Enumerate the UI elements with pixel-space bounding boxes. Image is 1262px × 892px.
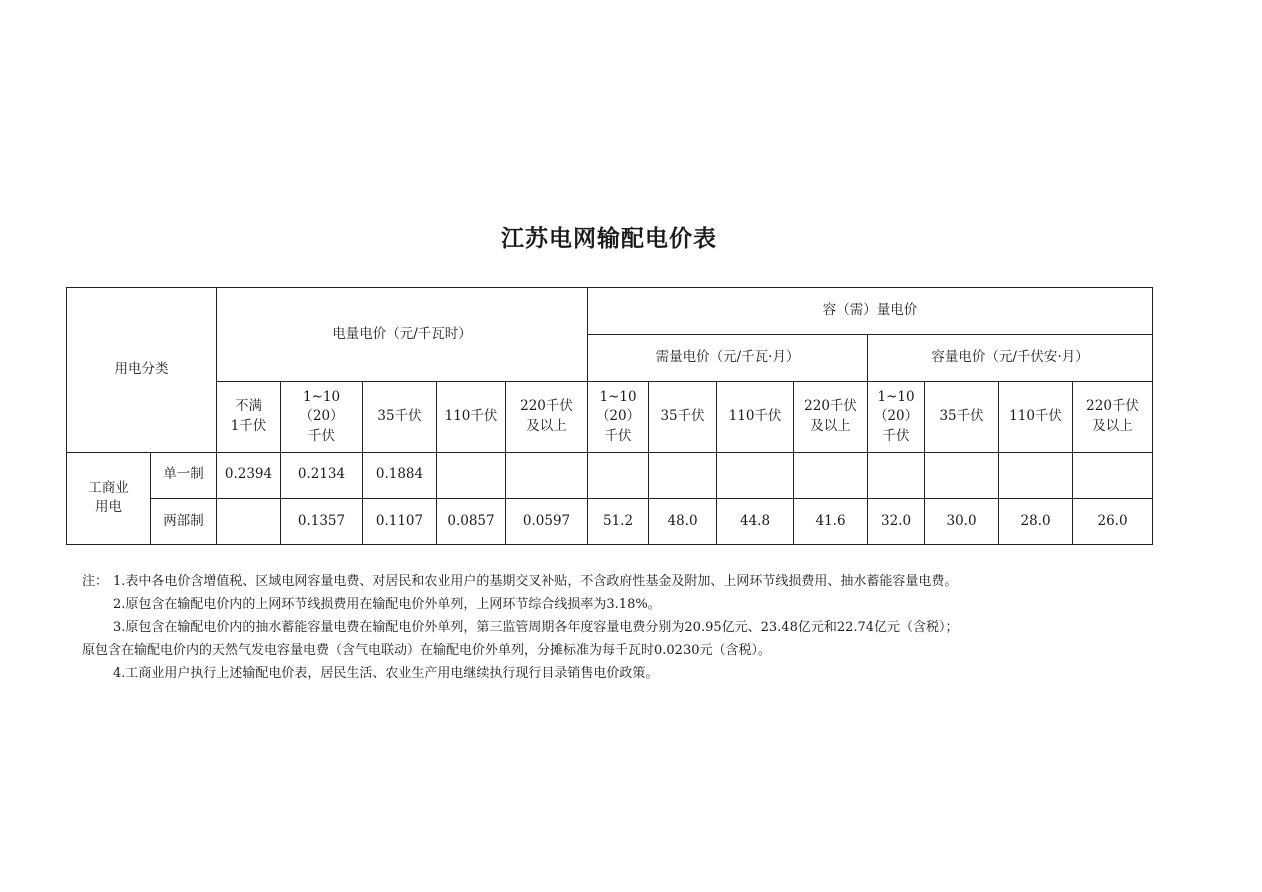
table-row	[67, 498, 1153, 544]
category-header: 用电分类	[67, 288, 217, 453]
table-cell: 51.2	[588, 498, 649, 544]
table-cell	[437, 452, 506, 498]
notes-prefix: 注：	[82, 574, 109, 589]
note-item: 3.原包含在输配电价内的抽水蓄能容量电费在输配电价外单列，第三监管周期各年度容量电费分别为20.95亿元、23.48亿元和22.74亿元（含税）；	[113, 620, 959, 635]
voltage-level-row	[67, 382, 1153, 452]
note-item: 4.工商业用户执行上述输配电价表，居民生活、农业生产用电继续执行现行目录销售电价政策。	[113, 666, 659, 681]
table-cell	[868, 452, 925, 498]
voltage-level-line: 不满	[235, 398, 262, 415]
voltage-level-line: 1~10	[599, 388, 637, 405]
voltage-level-line: 1~10（20）	[299, 388, 344, 425]
table-cell: 0.2134	[281, 452, 363, 498]
group-label-line: 用电	[95, 499, 122, 516]
voltage-level-line: 110千伏	[444, 408, 498, 425]
voltage-level-line: 1~10	[877, 388, 915, 405]
table-cell: 26.0	[1073, 498, 1153, 544]
group-label-line: 工商业	[88, 479, 129, 496]
voltage-level-line: 1千伏	[230, 417, 267, 434]
voltage-level-line: 及以上	[1092, 417, 1133, 434]
energy-voltage-level-header	[363, 382, 437, 452]
table-cell: 48.0	[649, 498, 717, 544]
table-cell	[794, 452, 868, 498]
voltage-level-line: 及以上	[526, 417, 567, 434]
table-cell: 0.1357	[281, 498, 363, 544]
demand-voltage-level-header	[717, 382, 794, 452]
notes	[82, 570, 1242, 685]
group-label	[67, 452, 151, 544]
table-cell	[217, 498, 281, 544]
table-cell: 0.1884	[363, 452, 437, 498]
voltage-level-line: 220千伏	[1086, 398, 1139, 415]
table-cell: 28.0	[999, 498, 1073, 544]
table-cell	[999, 452, 1073, 498]
note-item: 2.原包含在输配电价内的上网环节线损费用在输配电价外单列，上网环节综合线损率为3.18%。	[113, 597, 661, 612]
energy-price-header: 电量电价（元/千瓦时）	[217, 288, 588, 382]
voltage-level-line: 220千伏	[520, 398, 573, 415]
voltage-level-line: 220千伏	[804, 398, 857, 415]
voltage-level-line: （20）	[595, 408, 641, 425]
voltage-level-line: 千伏	[308, 427, 335, 444]
row-label: 两部制	[151, 498, 217, 544]
note-item: 注： 1.表中各电价含增值税、区域电网容量电费、对居民和农业用户的基期交叉补贴，不含政府性基金及附加、上网环节线损费用、抽水蓄能容量电费。	[82, 570, 1242, 593]
voltage-level-line: 千伏	[604, 427, 632, 444]
energy-voltage-level-header	[217, 382, 281, 452]
demand-price-header: 需量电价（元/千瓦·月）	[588, 335, 868, 382]
row-label: 单一制	[151, 452, 217, 498]
table-cell	[1073, 452, 1153, 498]
table-cell	[649, 452, 717, 498]
table-cell: 0.1107	[363, 498, 437, 544]
capacity-price-header: 容量电价（元/千伏安·月）	[868, 335, 1153, 382]
tariff-table	[66, 287, 1153, 545]
capacity-voltage-level-header	[925, 382, 999, 452]
capacity-voltage-level-header	[868, 382, 925, 452]
demand-voltage-level-header	[588, 382, 649, 452]
demand-voltage-level-header	[649, 382, 717, 452]
note-item: 原包含在输配电价内的天然气发电容量电费（含气电联动）在输配电价外单列，分摊标准为每千瓦时0.0230元（含税）。	[82, 643, 771, 658]
voltage-level-line: 35千伏	[660, 408, 705, 425]
voltage-level-line: 35千伏	[377, 408, 422, 425]
table-cell	[717, 452, 794, 498]
table-row	[67, 452, 1153, 498]
energy-voltage-level-header	[437, 382, 506, 452]
table-cell: 0.2394	[217, 452, 281, 498]
page-title: 江苏电网输配电价表	[501, 225, 717, 252]
voltage-level-line: 110千伏	[1009, 408, 1062, 425]
energy-voltage-level-header	[506, 382, 588, 452]
table-cell: 0.0597	[506, 498, 588, 544]
table-cell: 30.0	[925, 498, 999, 544]
table-cell: 41.6	[794, 498, 868, 544]
table-cell: 32.0	[868, 498, 925, 544]
demand-voltage-level-header	[794, 382, 868, 452]
voltage-level-line: 35千伏	[939, 408, 984, 425]
voltage-level-line: 110千伏	[728, 408, 782, 425]
table-cell	[506, 452, 588, 498]
capacity-price-group-header: 容（需）量电价	[588, 288, 1153, 335]
table-cell	[925, 452, 999, 498]
energy-voltage-level-header	[281, 382, 363, 452]
voltage-level-line: （20）	[873, 408, 919, 425]
capacity-voltage-level-header	[999, 382, 1073, 452]
voltage-level-line: 及以上	[810, 417, 851, 434]
table-cell	[588, 452, 649, 498]
capacity-voltage-level-header	[1073, 382, 1153, 452]
voltage-level-line: 千伏	[882, 427, 910, 444]
table-cell: 44.8	[717, 498, 794, 544]
table-cell: 0.0857	[437, 498, 506, 544]
